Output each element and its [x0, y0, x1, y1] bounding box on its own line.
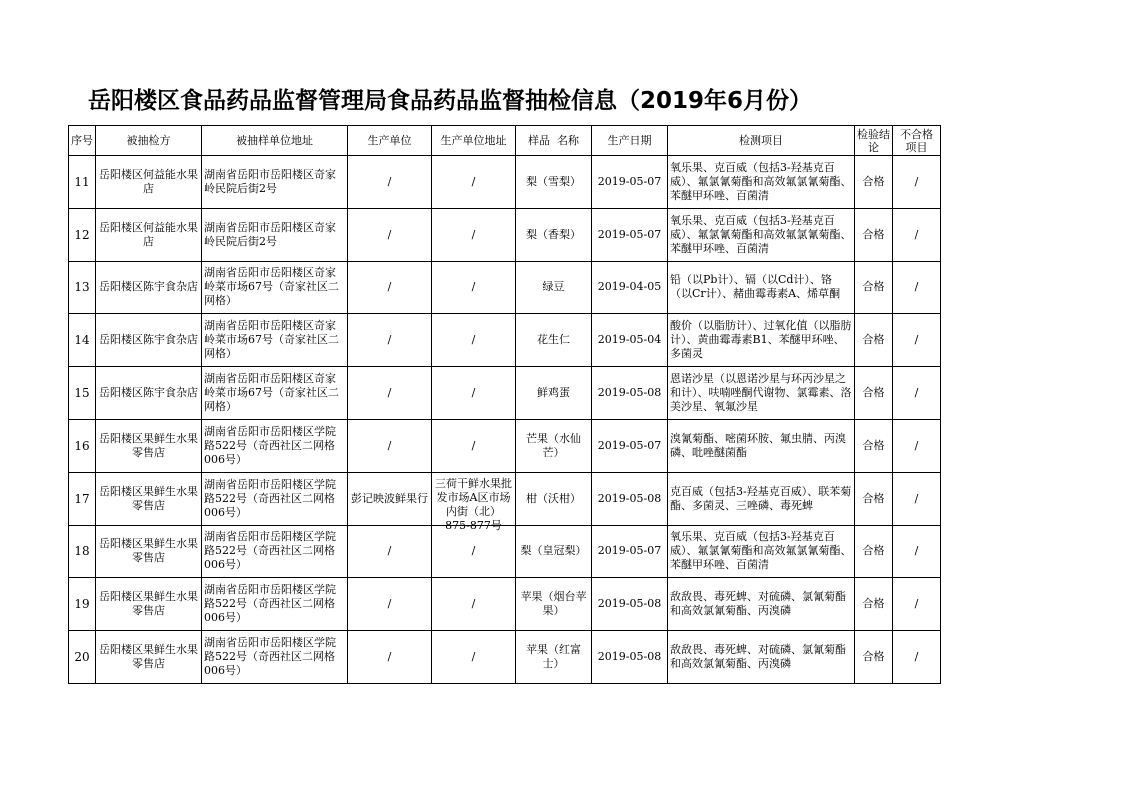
cell-sampled-address — [202, 156, 348, 209]
cell-test-items — [668, 156, 855, 209]
cell-result — [855, 631, 893, 684]
cell-producer — [348, 208, 432, 261]
cell-producer — [348, 578, 432, 631]
cell-result — [855, 578, 893, 631]
cell-nonconforming — [893, 578, 941, 631]
cell-sample-name-text: 苹果（烟台苹果） — [520, 590, 587, 618]
cell-seq — [69, 156, 96, 209]
cell-producer-address-text: / — [471, 438, 476, 452]
cell-seq-text: 20 — [74, 650, 90, 665]
cell-production-date-text: 2019-05-08 — [597, 597, 662, 611]
cell-sample-name — [516, 156, 592, 209]
cell-sampled-party-text: 岳阳楼区果鲜生水果零售店 — [99, 643, 198, 671]
cell-test-items — [668, 631, 855, 684]
cell-sample-name — [516, 314, 592, 367]
cell-result-text: 合格 — [862, 333, 885, 347]
cell-producer — [348, 314, 432, 367]
cell-production-date — [592, 472, 668, 525]
cell-nonconforming — [893, 419, 941, 472]
cell-production-date — [592, 525, 668, 578]
cell-result — [855, 208, 893, 261]
cell-test-items — [668, 261, 855, 314]
cell-result-text: 合格 — [862, 650, 885, 664]
cell-result — [855, 367, 893, 420]
header-seq: 序号 — [69, 126, 96, 156]
table-row — [69, 419, 941, 472]
cell-sampled-party-text: 岳阳楼区果鲜生水果零售店 — [99, 537, 198, 565]
cell-nonconforming-text: / — [914, 280, 919, 294]
cell-nonconforming — [893, 156, 941, 209]
cell-sampled-address-text: 湖南省岳阳市岳阳楼区奇家岭民院后街2号 — [204, 220, 336, 248]
cell-seq-text: 13 — [74, 280, 90, 295]
cell-sampled-party-text: 岳阳楼区果鲜生水果零售店 — [99, 431, 198, 459]
cell-nonconforming — [893, 631, 941, 684]
cell-result-text: 合格 — [862, 280, 885, 294]
cell-producer-address — [432, 208, 516, 261]
cell-sampled-address — [202, 419, 348, 472]
cell-nonconforming-text: / — [914, 227, 919, 241]
cell-sampled-party-text: 岳阳楼区陈宇食杂店 — [99, 333, 198, 347]
cell-result-text: 合格 — [862, 438, 885, 452]
cell-seq — [69, 261, 96, 314]
header-test-items: 检测项目 — [668, 126, 855, 156]
cell-seq-text: 15 — [74, 386, 90, 401]
cell-result — [855, 156, 893, 209]
cell-sample-name — [516, 419, 592, 472]
cell-producer — [348, 261, 432, 314]
cell-sampled-address — [202, 578, 348, 631]
cell-test-items — [668, 314, 855, 367]
cell-sampled-party — [96, 261, 202, 314]
cell-production-date-text: 2019-05-07 — [597, 227, 662, 241]
cell-seq-text: 12 — [74, 227, 90, 242]
cell-producer-address-text: / — [471, 650, 476, 664]
cell-result — [855, 314, 893, 367]
cell-test-items-text: 敌敌畏、毒死蜱、对硫磷、氯氰菊酯和高效氯氰菊酯、丙溴磷 — [670, 590, 846, 618]
cell-sample-name — [516, 472, 592, 525]
cell-result — [855, 525, 893, 578]
cell-seq — [69, 314, 96, 367]
cell-sampled-address — [202, 261, 348, 314]
cell-production-date-text: 2019-05-07 — [597, 544, 662, 558]
cell-sample-name-text: 花生仁 — [537, 333, 570, 347]
cell-producer-address-text: / — [471, 174, 476, 188]
cell-sampled-party-text: 岳阳楼区陈宇食杂店 — [99, 386, 198, 400]
cell-production-date-text: 2019-05-08 — [597, 650, 662, 664]
cell-producer-address-text: / — [471, 386, 476, 400]
cell-producer-address — [432, 472, 516, 532]
cell-sample-name — [516, 208, 592, 261]
table-row — [69, 314, 941, 367]
cell-test-items-text: 酸价（以脂肪计）、过氧化值（以脂肪计）、黄曲霉毒素B1、苯醚甲环唑、多菌灵 — [670, 319, 852, 361]
cell-sample-name-text: 鲜鸡蛋 — [537, 386, 570, 400]
cell-producer-address — [432, 631, 516, 684]
cell-sampled-party-text: 岳阳楼区果鲜生水果零售店 — [99, 590, 198, 618]
cell-result — [855, 261, 893, 314]
header-production-date: 生产日期 — [592, 126, 668, 156]
cell-producer-text: / — [387, 438, 392, 452]
cell-test-items — [668, 578, 855, 631]
cell-producer-address — [432, 525, 516, 578]
cell-producer-text: 彭记映波鲜果行 — [351, 491, 428, 505]
cell-nonconforming-text: / — [914, 333, 919, 347]
cell-producer — [348, 525, 432, 578]
cell-producer-text: / — [387, 280, 392, 294]
cell-test-items — [668, 419, 855, 472]
cell-sampled-address-text: 湖南省岳阳市岳阳楼区奇家岭菜市场67号（奇家社区二网格） — [204, 266, 339, 308]
cell-seq-text: 18 — [74, 544, 90, 559]
cell-sample-name — [516, 261, 592, 314]
cell-result — [855, 472, 893, 525]
cell-test-items — [668, 525, 855, 578]
cell-sample-name-text: 梨（皇冠梨） — [520, 544, 587, 558]
cell-test-items-text: 克百威（包括3-羟基克百威）、联苯菊酯、多菌灵、三唑磷、毒死蜱 — [670, 484, 852, 512]
cell-nonconforming — [893, 208, 941, 261]
cell-producer-address — [432, 261, 516, 314]
cell-test-items-text: 恩诺沙星（以恩诺沙星与环丙沙星之和计）、呋喃唑酮代谢物、氯霉素、洛美沙星、氧氟沙星 — [670, 372, 852, 414]
cell-producer-address — [432, 578, 516, 631]
cell-producer-text: / — [387, 174, 392, 188]
cell-nonconforming-text: / — [914, 386, 919, 400]
cell-producer-address-text: 三荷干鲜水果批发市场A区市场内街（北）875-877号 — [435, 476, 512, 532]
cell-producer-address-text: / — [471, 280, 476, 294]
cell-production-date — [592, 208, 668, 261]
cell-producer-address — [432, 156, 516, 209]
cell-sampled-party — [96, 472, 202, 525]
cell-production-date-text: 2019-05-04 — [597, 333, 662, 347]
cell-producer-text: / — [387, 227, 392, 241]
cell-sample-name-text: 梨（雪梨） — [526, 174, 581, 188]
cell-seq — [69, 525, 96, 578]
cell-result-text: 合格 — [862, 597, 885, 611]
cell-test-items-text: 氧乐果、克百威（包括3-羟基克百威）、氟氯氰菊酯和高效氟氯氰菊酯、苯醚甲环唑、百菌清 — [670, 530, 852, 572]
cell-sampled-address — [202, 472, 348, 525]
cell-sampled-party — [96, 419, 202, 472]
header-nonconforming-items: 不合格项目 — [893, 126, 941, 156]
cell-production-date-text: 2019-04-05 — [597, 280, 662, 294]
cell-producer — [348, 472, 432, 525]
cell-seq — [69, 631, 96, 684]
cell-sampled-address — [202, 208, 348, 261]
page-title: 岳阳楼区食品药品监督管理局食品药品监督抽检信息（2019年6月份） — [88, 88, 813, 114]
header-sampled-party: 被抽检方 — [96, 126, 202, 156]
cell-test-items-text: 氧乐果、克百威（包括3-羟基克百威）、氟氯氰菊酯和高效氟氯氰菊酯、苯醚甲环唑、百菌清 — [670, 213, 852, 255]
cell-result-text: 合格 — [862, 386, 885, 400]
cell-sample-name-text: 梨（香梨） — [526, 227, 581, 241]
cell-nonconforming-text: / — [914, 491, 919, 505]
cell-seq — [69, 208, 96, 261]
cell-production-date — [592, 261, 668, 314]
table-row — [69, 631, 941, 684]
cell-sampled-party — [96, 578, 202, 631]
cell-producer-address — [432, 314, 516, 367]
table-row — [69, 156, 941, 209]
cell-production-date — [592, 314, 668, 367]
cell-test-items-text: 敌敌畏、毒死蜱、对硫磷、氯氰菊酯和高效氯氰菊酯、丙溴磷 — [670, 643, 846, 671]
cell-sample-name — [516, 631, 592, 684]
cell-producer — [348, 156, 432, 209]
cell-sampled-address-text: 湖南省岳阳市岳阳楼区学院路522号（奇西社区二网格006号） — [204, 477, 336, 519]
cell-sampled-party-text: 岳阳楼区陈宇食杂店 — [99, 280, 198, 294]
cell-nonconforming-text: / — [914, 544, 919, 558]
cell-result-text: 合格 — [862, 227, 885, 241]
cell-result-text: 合格 — [862, 491, 885, 505]
cell-sampled-address-text: 湖南省岳阳市岳阳楼区奇家岭菜市场67号（奇家社区二网格） — [204, 319, 339, 361]
cell-producer-text: / — [387, 544, 392, 558]
cell-test-items — [668, 472, 855, 525]
cell-sampled-address — [202, 314, 348, 367]
cell-sample-name — [516, 578, 592, 631]
cell-producer-text: / — [387, 386, 392, 400]
cell-nonconforming — [893, 261, 941, 314]
cell-producer-address-text: / — [471, 333, 476, 347]
header-sampled-address: 被抽样单位地址 — [202, 126, 348, 156]
cell-production-date — [592, 419, 668, 472]
cell-production-date-text: 2019-05-07 — [597, 174, 662, 188]
cell-production-date — [592, 578, 668, 631]
cell-nonconforming — [893, 367, 941, 420]
cell-sampled-address — [202, 525, 348, 578]
cell-sample-name — [516, 525, 592, 578]
cell-producer — [348, 419, 432, 472]
cell-production-date — [592, 631, 668, 684]
cell-test-items-text: 铅（以Pb计）、镉（以Cd计）、铬（以Cr计）、赭曲霉毒素A、烯草酮 — [670, 273, 841, 301]
cell-sampled-party — [96, 525, 202, 578]
cell-sampled-address-text: 湖南省岳阳市岳阳楼区学院路522号（奇西社区二网格006号） — [204, 583, 336, 625]
table-row — [69, 525, 941, 578]
cell-production-date-text: 2019-05-08 — [597, 386, 662, 400]
cell-sampled-address-text: 湖南省岳阳市岳阳楼区学院路522号（奇西社区二网格006号） — [204, 636, 336, 678]
header-result: 检验结论 — [855, 126, 893, 156]
cell-producer — [348, 367, 432, 420]
cell-sample-name — [516, 367, 592, 420]
cell-sample-name-text: 绿豆 — [542, 280, 565, 294]
header-producer-address: 生产单位地址 — [432, 126, 516, 156]
table-row — [69, 208, 941, 261]
table-row — [69, 472, 941, 525]
cell-seq — [69, 472, 96, 525]
cell-sample-name-text: 柑（沃柑） — [526, 491, 581, 505]
table-row — [69, 578, 941, 631]
cell-sampled-party — [96, 208, 202, 261]
cell-test-items-text: 氧乐果、克百威（包括3-羟基克百威）、氟氯氰菊酯和高效氟氯氰菊酯、苯醚甲环唑、百菌清 — [670, 160, 852, 202]
cell-test-items-text: 溴氰菊酯、嘧菌环胺、氟虫腈、丙溴磷、吡唑醚菌酯 — [670, 431, 846, 459]
table-row — [69, 367, 941, 420]
cell-sampled-party-text: 岳阳楼区果鲜生水果零售店 — [99, 484, 198, 512]
cell-nonconforming — [893, 472, 941, 525]
cell-producer-text: / — [387, 597, 392, 611]
cell-seq-text: 11 — [74, 174, 90, 189]
cell-producer-address-text: / — [471, 227, 476, 241]
cell-seq-text: 17 — [74, 491, 90, 506]
cell-production-date — [592, 367, 668, 420]
cell-sampled-party — [96, 314, 202, 367]
cell-producer-address-text: / — [471, 597, 476, 611]
cell-seq — [69, 578, 96, 631]
cell-sampled-party — [96, 631, 202, 684]
cell-test-items — [668, 208, 855, 261]
inspection-table — [68, 125, 941, 684]
cell-sampled-address-text: 湖南省岳阳市岳阳楼区学院路522号（奇西社区二网格006号） — [204, 530, 336, 572]
table-row — [69, 261, 941, 314]
cell-seq-text: 19 — [74, 597, 90, 612]
cell-producer-address-text: / — [471, 544, 476, 558]
cell-sampled-party — [96, 367, 202, 420]
cell-sampled-address-text: 湖南省岳阳市岳阳楼区奇家岭民院后街2号 — [204, 167, 336, 195]
cell-sampled-address-text: 湖南省岳阳市岳阳楼区学院路522号（奇西社区二网格006号） — [204, 424, 336, 466]
cell-sampled-address-text: 湖南省岳阳市岳阳楼区奇家岭菜市场67号（奇家社区二网格） — [204, 372, 339, 414]
cell-seq-text: 14 — [74, 333, 90, 348]
cell-seq-text: 16 — [74, 438, 90, 453]
cell-sampled-party — [96, 156, 202, 209]
cell-test-items — [668, 367, 855, 420]
header-sample-name: 样品 名称 — [516, 126, 592, 156]
header-row — [69, 126, 941, 156]
cell-seq — [69, 419, 96, 472]
cell-nonconforming-text: / — [914, 650, 919, 664]
cell-producer-address — [432, 419, 516, 472]
cell-result-text: 合格 — [862, 544, 885, 558]
cell-producer-address — [432, 367, 516, 420]
cell-nonconforming-text: / — [914, 597, 919, 611]
cell-nonconforming — [893, 314, 941, 367]
cell-nonconforming — [893, 525, 941, 578]
cell-producer-text: / — [387, 650, 392, 664]
cell-sampled-party-text: 岳阳楼区何益能水果店 — [99, 167, 198, 195]
cell-sampled-party-text: 岳阳楼区何益能水果店 — [99, 220, 198, 248]
cell-sampled-address — [202, 631, 348, 684]
cell-result — [855, 419, 893, 472]
cell-production-date-text: 2019-05-08 — [597, 491, 662, 505]
cell-result-text: 合格 — [862, 174, 885, 188]
cell-production-date — [592, 156, 668, 209]
cell-nonconforming-text: / — [914, 174, 919, 188]
cell-production-date-text: 2019-05-07 — [597, 438, 662, 452]
cell-seq — [69, 367, 96, 420]
header-producer: 生产单位 — [348, 126, 432, 156]
cell-sample-name-text: 芒果（水仙芒） — [526, 431, 581, 459]
cell-producer-text: / — [387, 333, 392, 347]
cell-nonconforming-text: / — [914, 438, 919, 452]
cell-producer — [348, 631, 432, 684]
cell-sampled-address — [202, 367, 348, 420]
cell-sample-name-text: 苹果（红富士） — [526, 643, 581, 671]
